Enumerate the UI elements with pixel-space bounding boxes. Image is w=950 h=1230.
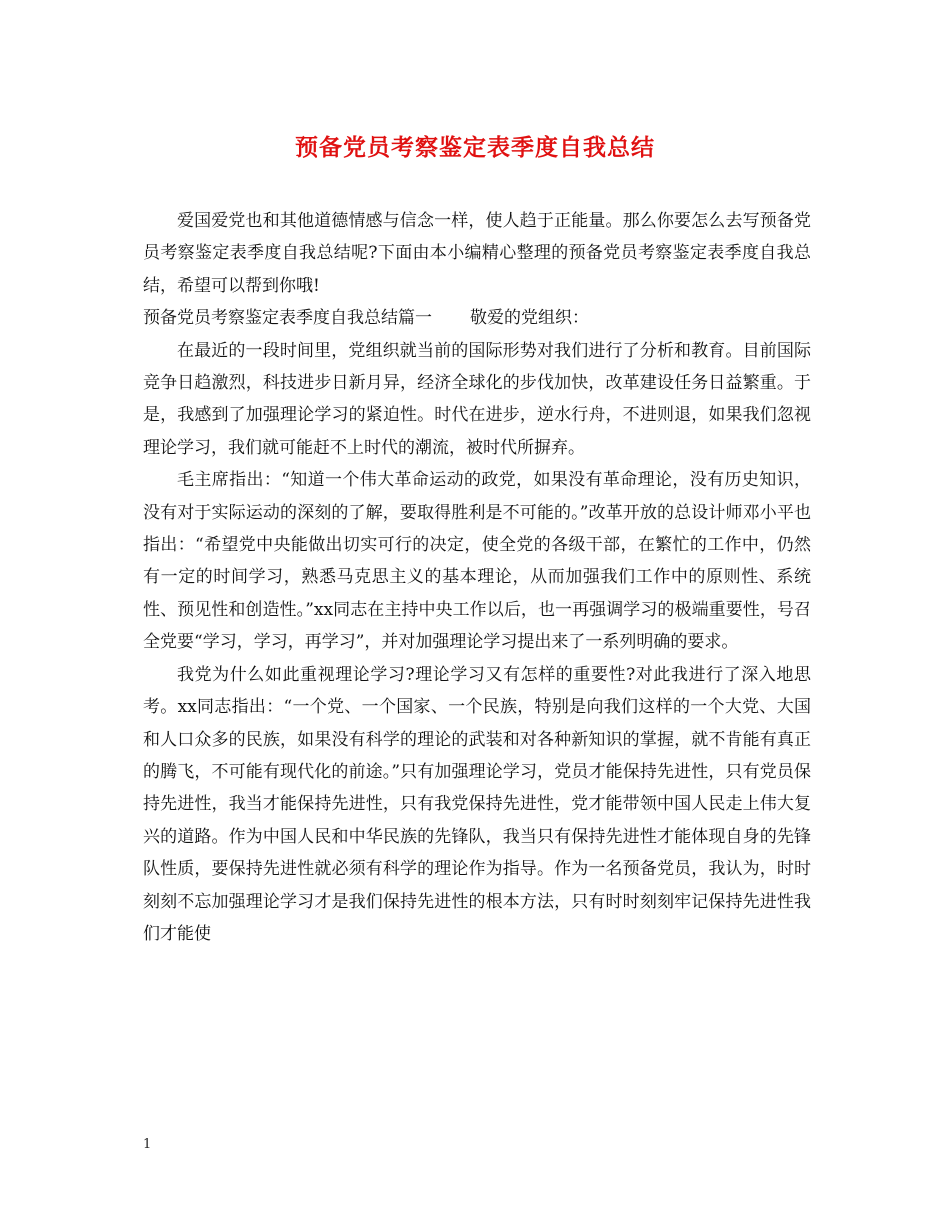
section-heading-line [143, 302, 811, 334]
section-heading: 预备党员考察鉴定表季度自我总结篇一 [143, 308, 432, 329]
salutation: 敬爱的党组织： [470, 308, 589, 329]
body-paragraph-3: 我党为什么如此重视理论学习?理论学习又有怎样的重要性?对此我进行了深入地思考。xx同志指出：“一个党、一个国家、一个民族，特别是向我们这样的一个大党、大国和人口众多的民族，如果没有科学的理论的武装和对各种新知识的掌握，就不肯能有真正的腾飞，不可能有现代化的前途。”只有加强理论学习，党员才能保持先进性，只有党员保持先进性，我当才能保持先进性，只有我党保持先进性，党才能带领中国人民走上伟大复兴的道路。作为中国人民和中华民族的先锋队，我当只有保持先进性才能体现自身的先锋队性质，要保持先进性就必须有科学的理论作为指导。作为一名预备党员，我认为，时时刻刻不忘加强理论学习才是我们保持先进性的根本方法，只有时时刻刻牢记保持先进性我们才能使 [143, 664, 811, 944]
body-paragraph-1: 在最近的一段时间里，党组织就当前的国际形势对我们进行了分析和教育。目前国际竞争日趋激烈，科技进步日新月异，经济全球化的步伐加快，改革建设任务日益繁重。于是，我感到了加强理论学习的紧迫性。时代在进步，逆水行舟，不进则退，如果我们忽视理论学习，我们就可能赶不上时代的潮流，被时代所摒弃。 [143, 340, 811, 458]
body-paragraph-2: 毛主席指出：“知道一个伟大革命运动的政党，如果没有革命理论，没有历史知识，没有对于实际运动的深刻的了解，要取得胜利是不可能的。”改革开放的总设计师邓小平也指出：“希望党中央能做出切实可行的决定，使全党的各级干部，在繁忙的工作中，仍然有一定的时间学习，熟悉马克思主义的基本理论，从而加强我们工作中的原则性、系统性、预见性和创造性。”xx同志在主持中央工作以后，也一再强调学习的极端重要性，号召全党要“学习，学习，再学习”，并对加强理论学习提出来了一系列明确的要求。 [143, 470, 811, 653]
page-number: 1 [143, 1137, 152, 1152]
document-body [143, 205, 811, 950]
intro-paragraph: 爱国爱党也和其他道德情感与信念一样，使人趋于正能量。那么你要怎么去写预备党员考察鉴定表季度自我总结呢?下面由本小编精心整理的预备党员考察鉴定表季度自我总结，希望可以帮到你哦! [143, 211, 811, 296]
document-title: 预备党员考察鉴定表季度自我总结 [295, 134, 655, 161]
